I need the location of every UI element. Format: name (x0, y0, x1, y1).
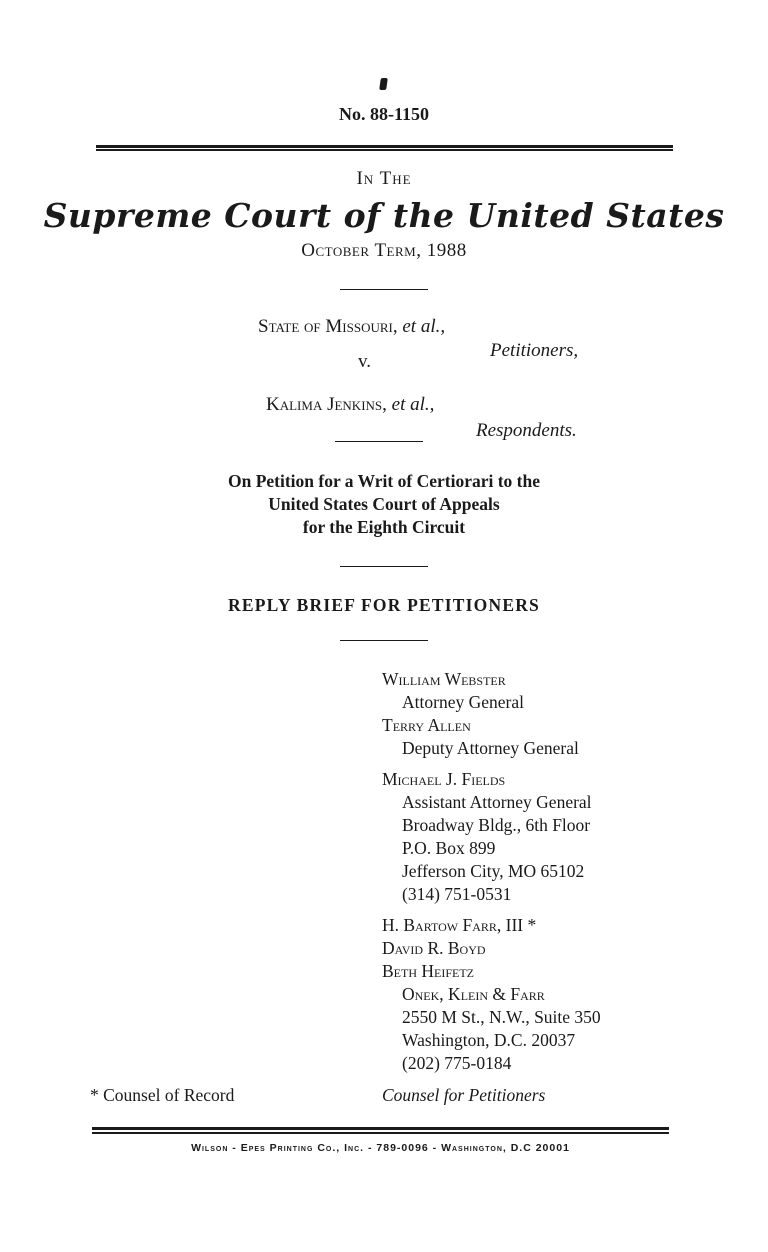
address-line: 2550 M St., N.W., Suite 350 (402, 1007, 601, 1027)
petition-line: United States Court of Appeals (268, 494, 500, 514)
petitioner-etal: et al., (402, 316, 446, 337)
versus: v. (358, 351, 372, 372)
divider-3 (340, 566, 428, 567)
counsel-group-1 (382, 668, 601, 760)
petition-line: On Petition for a Writ of Certiorari to the (227, 471, 540, 491)
petition-line: for the Eighth Circuit (302, 517, 466, 537)
petition-heading (0, 470, 768, 539)
divider-2 (335, 441, 423, 442)
counsel-title: Assistant Attorney General (402, 792, 592, 812)
counsel-name: William Webster (382, 669, 506, 689)
counsel-title: Attorney General (402, 692, 524, 712)
petitioner-party (258, 316, 445, 338)
respondent-etal: et al., (391, 394, 435, 415)
counsel-group-3 (382, 914, 601, 1075)
petitioner-role: Petitioners, (490, 340, 579, 361)
address-line: P.O. Box 899 (402, 838, 496, 858)
top-double-rule (96, 145, 673, 151)
firm-name: Onek, Klein & Farr (402, 984, 545, 1004)
address-line: Jefferson City, MO 65102 (402, 861, 585, 881)
in-the-label: In The (356, 168, 412, 189)
bottom-double-rule (92, 1127, 669, 1134)
counsel-name: Michael J. Fields (382, 769, 506, 789)
counsel-block (382, 668, 601, 1083)
counsel-name: David R. Boyd (382, 938, 486, 958)
respondent-role: Respondents. (476, 420, 577, 441)
printer-imprint: Wilson - Epes Printing Co., Inc. - 789-0096 - Washington, D.C 20001 (191, 1142, 570, 1154)
respondent-party (266, 394, 434, 416)
counsel-of-record-note: * Counsel of Record (90, 1085, 235, 1105)
counsel-name: Terry Allen (382, 715, 471, 735)
counsel-group-2 (382, 768, 601, 906)
counsel-for-label: Counsel for Petitioners (382, 1085, 546, 1105)
docket-number: No. 88-1150 (339, 104, 429, 124)
phone-line: (202) 775-0184 (402, 1053, 512, 1073)
counsel-name: Beth Heifetz (382, 961, 475, 981)
divider-1 (340, 289, 428, 290)
address-line: Washington, D.C. 20037 (402, 1030, 576, 1050)
brief-title: REPLY BRIEF FOR PETITIONERS (228, 595, 540, 615)
respondent-name: Kalima Jenkins, (266, 394, 387, 415)
phone-line: (314) 751-0531 (402, 884, 512, 904)
counsel-title: Deputy Attorney General (402, 738, 579, 758)
counsel-name: H. Bartow Farr, III * (382, 915, 537, 935)
divider-4 (340, 640, 428, 641)
address-line: Broadway Bldg., 6th Floor (402, 815, 591, 835)
stamp-mark (379, 78, 388, 90)
term-label: October Term, 1988 (301, 240, 467, 261)
court-name: Supreme Court of the United States (43, 196, 725, 235)
petitioner-name: State of Missouri, (258, 316, 398, 337)
